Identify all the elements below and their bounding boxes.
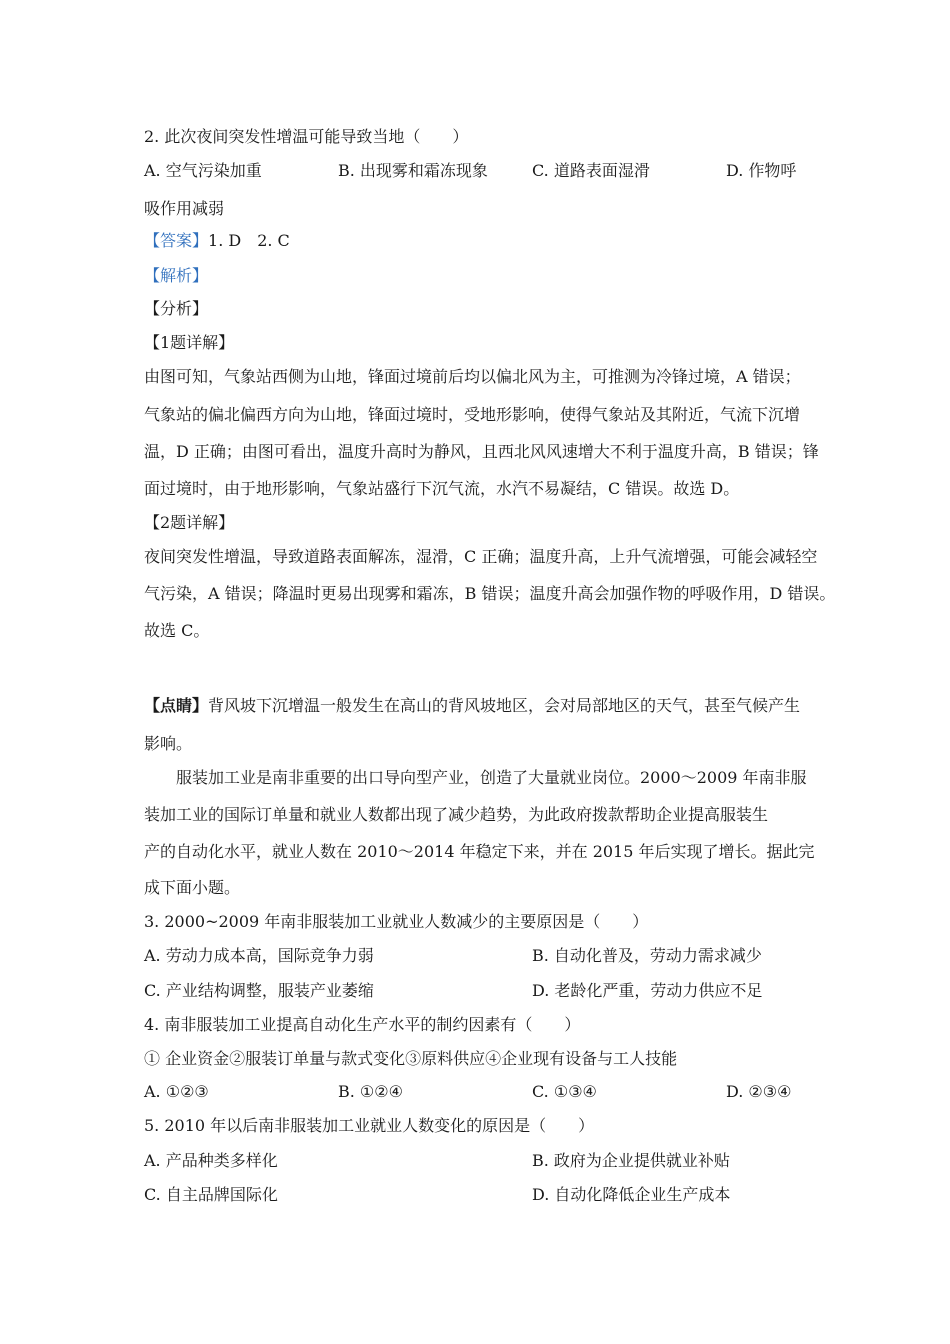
- q2-option-b: B. 出现雾和霜冻现象: [338, 161, 488, 180]
- detail-1-line: 气象站的偏北偏西方向为山地，锋面过境时，受地形影响，使得气象站及其附近，气流下沉增: [144, 405, 801, 424]
- question-4-stem: 4. 南非服装加工业提高自动化生产水平的制约因素有（ ）: [144, 1015, 581, 1034]
- q2-option-d: D. 作物呼: [726, 161, 797, 180]
- q4-option-b: B. ①②④: [338, 1082, 403, 1101]
- q3-option-b: B. 自动化普及，劳动力需求减少: [532, 946, 762, 965]
- dianjing-tag: 【点睛】: [144, 696, 209, 715]
- dianjing-line: [144, 695, 800, 717]
- q3-option-c: C. 产业结构调整，服装产业萎缩: [144, 981, 374, 1000]
- q5-option-b: B. 政府为企业提供就业补贴: [532, 1151, 730, 1170]
- detail-2-line: 故选 C。: [144, 621, 210, 640]
- q5-option-c: C. 自主品牌国际化: [144, 1185, 278, 1204]
- detail-1-line: 由图可知，气象站西侧为山地，锋面过境前后均以偏北风为主，可推测为冷锋过境，A 错误；: [144, 367, 801, 386]
- q3-option-d: D. 老龄化严重，劳动力供应不足: [532, 981, 763, 1000]
- q4-option-a: A. ①②③: [144, 1082, 209, 1101]
- answer-text: 1. D 2. C: [208, 231, 290, 250]
- passage-line: 服装加工业是南非重要的出口导向型产业，创造了大量就业岗位。2000～2009 年南非服: [176, 768, 807, 787]
- q5-option-d: D. 自动化降低企业生产成本: [532, 1185, 731, 1204]
- question-3-stem: 3. 2000~2009 年南非服装加工业就业人数减少的主要原因是（ ）: [144, 912, 649, 931]
- detail-2-tag: 【2题详解】: [144, 513, 235, 532]
- passage-line: 成下面小题。: [144, 878, 241, 897]
- question-2-stem: 2. 此次夜间突发性增温可能导致当地（ ）: [144, 127, 469, 146]
- dianjing-line-2: 影响。: [144, 734, 193, 753]
- detail-2-line: 夜间突发性增温，导致道路表面解冻，湿滑，C 正确；温度升高，上升气流增强，可能会减轻空: [144, 547, 818, 566]
- passage-line: 装加工业的国际订单量和就业人数都出现了减少趋势，为此政府拨款帮助企业提高服装生: [144, 805, 769, 824]
- analysis-tag: 【解析】: [144, 266, 209, 285]
- answer-tag: 【答案】: [144, 231, 209, 250]
- passage-line: 产的自动化水平，就业人数在 2010～2014 年稳定下来，并在 2015 年后实现了增长。据此完: [144, 842, 815, 861]
- q4-factors: ① 企业资金②服装订单量与款式变化③原料供应④企业现有设备与工人技能: [144, 1049, 678, 1068]
- question-5-stem: 5. 2010 年以后南非服装加工业就业人数变化的原因是（ ）: [144, 1116, 595, 1135]
- q2-option-d-continued: 吸作用减弱: [144, 199, 225, 218]
- q4-option-d: D. ②③④: [726, 1082, 792, 1101]
- detail-1-tag: 【1题详解】: [144, 333, 235, 352]
- fenxi-tag: 【分析】: [144, 299, 209, 318]
- dianjing-text: 背风坡下沉增温一般发生在高山的背风坡地区，会对局部地区的天气，甚至气候产生: [208, 696, 801, 715]
- detail-1-line: 温，D 正确；由图可看出，温度升高时为静风，且西北风风速增大不利于温度升高，B 错误；锋: [144, 442, 819, 461]
- detail-1-line: 面过境时，由于地形影响，气象站盛行下沉气流，水汽不易凝结，C 错误。故选 D。: [144, 479, 740, 498]
- q2-option-c: C. 道路表面湿滑: [532, 161, 650, 180]
- q3-option-a: A. 劳动力成本高，国际竞争力弱: [144, 946, 374, 965]
- answer-line: [144, 230, 290, 252]
- q4-option-c: C. ①③④: [532, 1082, 597, 1101]
- detail-2-line: 气污染，A 错误；降温时更易出现雾和霜冻，B 错误；温度升高会加强作物的呼吸作用，D 错误。: [144, 584, 836, 603]
- q5-option-a: A. 产品种类多样化: [144, 1151, 278, 1170]
- q2-option-a: A. 空气污染加重: [144, 161, 262, 180]
